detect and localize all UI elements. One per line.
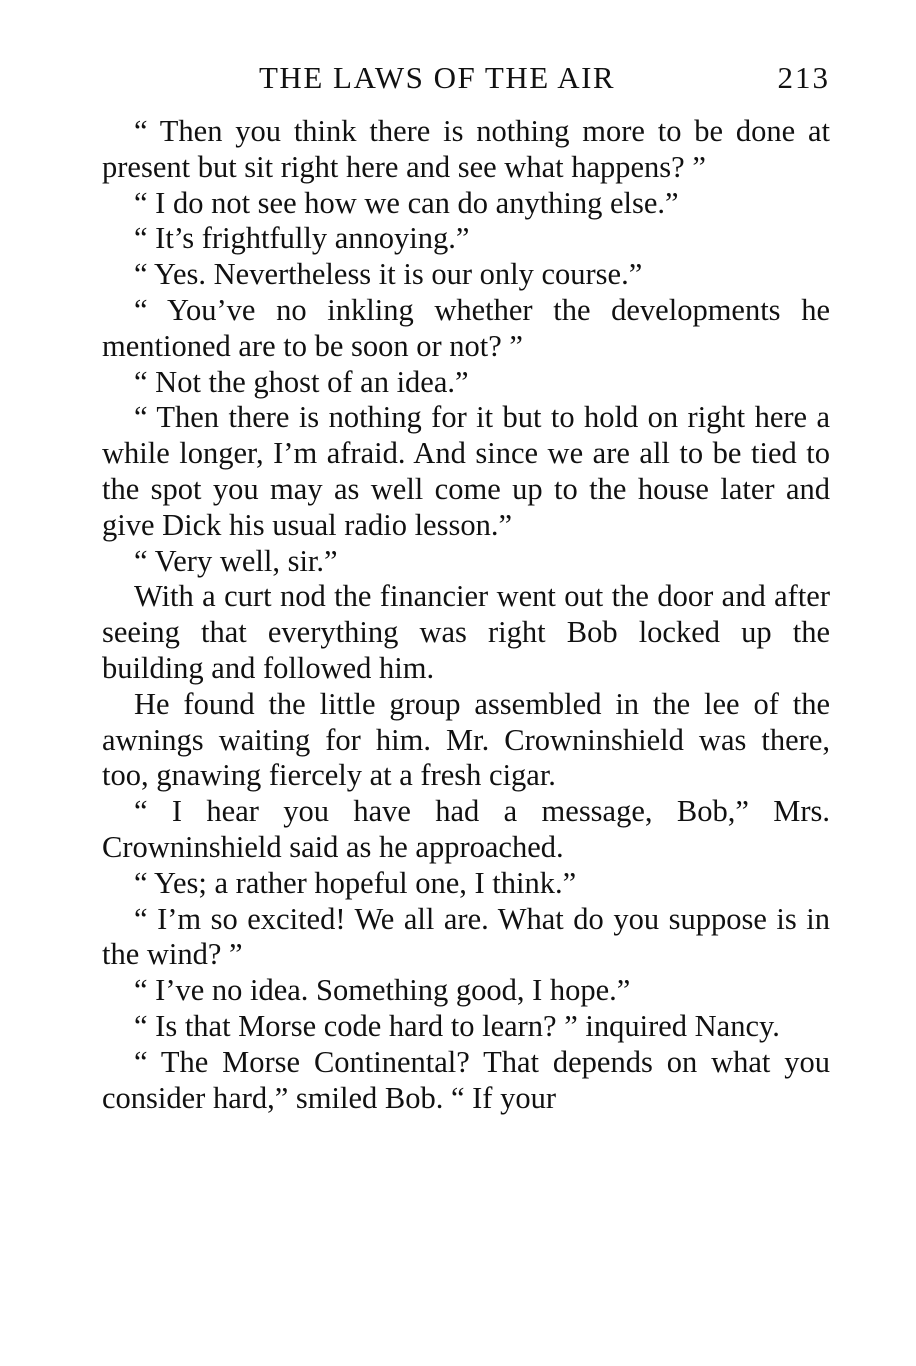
paragraph: “ Not the ghost of an idea.” xyxy=(134,364,469,399)
paragraph: “ I’ve no idea. Something good, I hope.” xyxy=(134,973,631,1008)
paragraph: “ Very well, sir.” xyxy=(134,543,338,578)
paragraph: “ Yes; a rather hopeful one, I think.” xyxy=(134,865,577,900)
page-number: 213 xyxy=(777,60,830,95)
paragraph: “ I hear you have had a message, Bob,” Mrs. Crowninshield said as he approached. xyxy=(102,794,830,864)
paragraph: “ You’ve no inkling whether the developments he mentioned are to be soon or not? ” xyxy=(102,292,830,363)
paragraph: “ I’m so excited! We all are. What do you suppose is in the wind? ” xyxy=(102,901,830,972)
body-text xyxy=(102,114,830,1116)
running-head xyxy=(102,56,830,100)
paragraph: He found the little group assembled in the lee of the awnings waiting for him. Mr. Crowninshield was there, too, gnawing fiercely at a fresh cigar. xyxy=(102,686,830,793)
paragraph: “ I do not see how we can do anything else.” xyxy=(134,185,679,220)
paragraph: “ Yes. Nevertheless it is our only course.” xyxy=(134,257,643,292)
running-title: THE LAWS OF THE AIR xyxy=(259,60,616,95)
paragraph: “ It’s frightfully annoying.” xyxy=(134,221,470,256)
paragraph: “ Is that Morse code hard to learn? ” inquired Nancy. xyxy=(134,1008,780,1043)
paragraph: With a curt nod the financier went out the door and after seeing that everything was right Bob locked up the building and followed him. xyxy=(102,579,830,685)
paragraph: “ Then you think there is nothing more to be done at present but sit right here and see what happens? ” xyxy=(102,114,830,184)
paragraph: “ Then there is nothing for it but to hold on right here a while longer, I’m afraid. And since we are all to be tied to the spot you may as well come up to the house later and give Dick his usual radio lesson.” xyxy=(102,400,830,542)
paragraph: “ The Morse Continental? That depends on what you consider hard,” smiled Bob. “ If your xyxy=(102,1044,830,1115)
